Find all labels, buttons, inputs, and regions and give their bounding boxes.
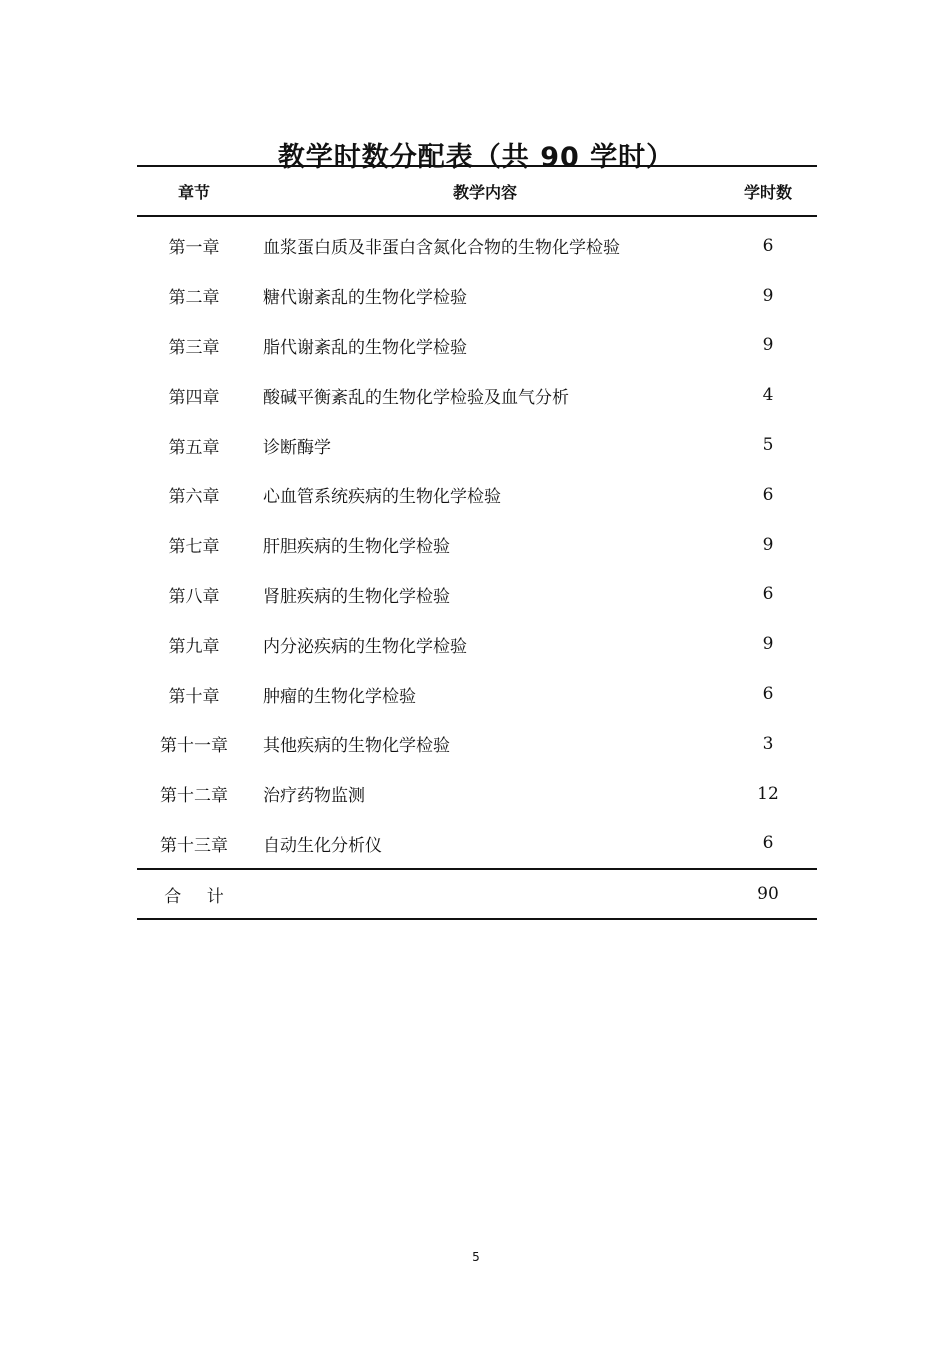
page-title: 教学时数分配表（共 90 学时） xyxy=(277,142,675,174)
hours-cell: 9 xyxy=(762,534,774,555)
table-row xyxy=(137,769,817,819)
page-number: 5 xyxy=(472,1250,480,1264)
chapter-cell: 第八章 xyxy=(168,586,220,607)
table-row xyxy=(137,719,817,769)
table-row xyxy=(137,370,817,420)
table-row xyxy=(137,669,817,719)
hours-cell: 6 xyxy=(762,684,774,705)
content-cell: 酸碱平衡紊乱的生物化学检验及血气分析 xyxy=(263,387,569,408)
hours-cell: 9 xyxy=(762,285,774,306)
header-hours: 学时数 xyxy=(743,182,792,202)
total-hours: 90 xyxy=(757,884,779,905)
hours-cell: 9 xyxy=(762,335,774,356)
hours-cell: 4 xyxy=(762,385,774,406)
table-row xyxy=(137,271,817,321)
content-cell: 自动生化分析仪 xyxy=(263,835,382,856)
hours-cell: 6 xyxy=(762,584,774,605)
chapter-cell: 第二章 xyxy=(168,288,220,309)
chapter-cell: 第六章 xyxy=(168,487,220,508)
chapter-cell: 第十章 xyxy=(168,686,220,707)
header-content: 教学内容 xyxy=(452,182,517,202)
table-row xyxy=(137,619,817,669)
chapter-cell: 第九章 xyxy=(168,636,220,657)
content-cell: 治疗药物监测 xyxy=(263,786,365,807)
table-row xyxy=(137,216,817,271)
hours-cell: 6 xyxy=(762,235,774,256)
hours-cell: 12 xyxy=(757,783,779,804)
chapter-cell: 第十二章 xyxy=(160,786,228,807)
content-cell: 心血管系统疾病的生物化学检验 xyxy=(263,487,501,508)
chapter-cell: 第十三章 xyxy=(160,835,228,856)
total-content-cell xyxy=(251,869,719,919)
table-row xyxy=(137,570,817,620)
hours-allocation-table xyxy=(137,165,817,920)
chapter-cell: 第三章 xyxy=(168,337,220,358)
hours-cell: 5 xyxy=(762,435,774,456)
table-row xyxy=(137,819,817,870)
hours-allocation-table-container xyxy=(137,165,817,920)
content-cell: 其他疾病的生物化学检验 xyxy=(263,736,450,757)
total-label: 合 计 xyxy=(164,886,234,907)
table-row xyxy=(137,420,817,470)
chapter-cell: 第十一章 xyxy=(160,736,228,757)
chapter-cell: 第七章 xyxy=(168,537,220,558)
table-header-row xyxy=(137,166,817,216)
content-cell: 糖代谢紊乱的生物化学检验 xyxy=(263,288,467,309)
chapter-cell: 第五章 xyxy=(168,437,220,458)
content-cell: 诊断酶学 xyxy=(263,437,331,458)
table-total-row xyxy=(137,869,817,919)
table-row xyxy=(137,470,817,520)
header-chapter: 章节 xyxy=(177,182,210,202)
hours-cell: 3 xyxy=(762,733,774,754)
hours-cell: 9 xyxy=(762,634,774,655)
hours-cell: 6 xyxy=(762,833,774,854)
content-cell: 肾脏疾病的生物化学检验 xyxy=(263,586,450,607)
hours-cell: 6 xyxy=(762,484,774,505)
chapter-cell: 第一章 xyxy=(168,238,220,259)
table-row xyxy=(137,520,817,570)
content-cell: 内分泌疾病的生物化学检验 xyxy=(263,636,467,657)
content-cell: 血浆蛋白质及非蛋白含氮化合物的生物化学检验 xyxy=(263,238,620,259)
table-row xyxy=(137,321,817,371)
content-cell: 肿瘤的生物化学检验 xyxy=(263,686,416,707)
content-cell: 脂代谢紊乱的生物化学检验 xyxy=(263,337,467,358)
chapter-cell: 第四章 xyxy=(168,387,220,408)
content-cell: 肝胆疾病的生物化学检验 xyxy=(263,537,450,558)
